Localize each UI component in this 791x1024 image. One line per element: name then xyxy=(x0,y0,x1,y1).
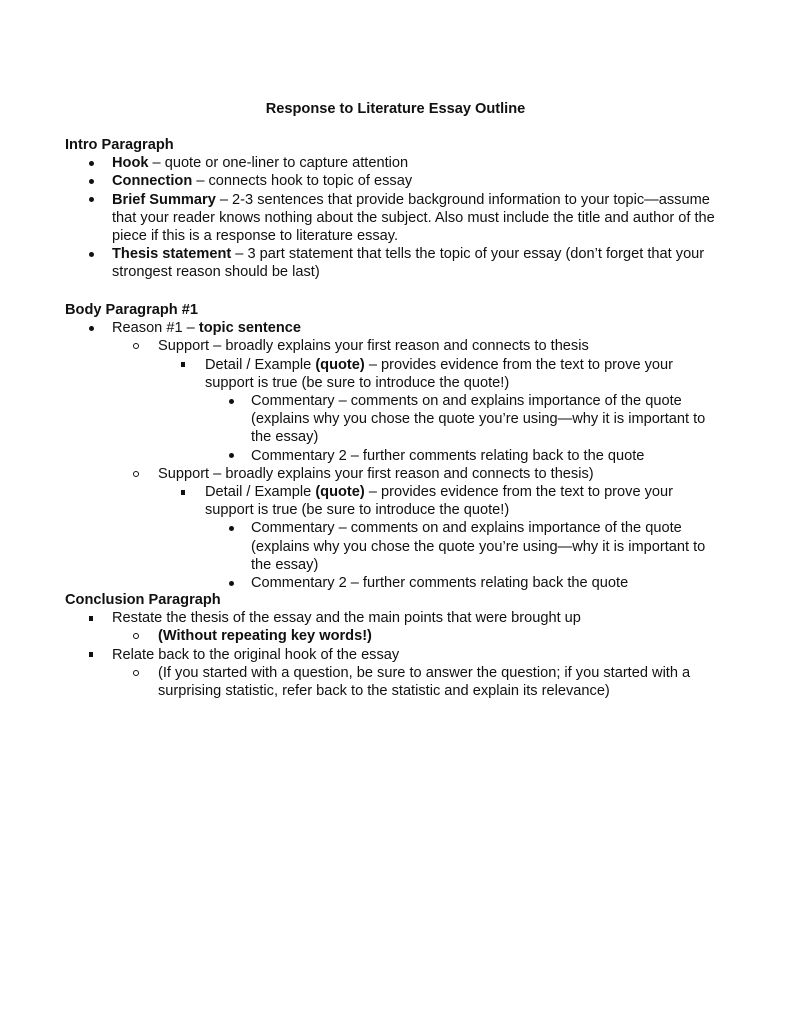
document-title: Response to Literature Essay Outline xyxy=(265,101,526,117)
intro-item-brief-summary: Brief Summary – 2-3 sentences that provide background information to your topic—assume that your reader knows nothing about the subject. Also must include the title and author of the piece if this is a response to literature essay. xyxy=(65,191,745,246)
body-support-2-detail: Detail / Example (quote) – provides evidence from the text to prove your support is true (be sure to introduce the quote!) xyxy=(65,483,745,519)
conclusion-item-restate: Restate the thesis of the essay and the main points that were brought up xyxy=(65,609,745,627)
intro-heading: Intro Paragraph xyxy=(65,137,174,153)
bullet-dot-icon xyxy=(225,392,237,410)
intro-item-hook: Hook – quote or one-liner to capture attention xyxy=(65,154,745,172)
intro-item-connection: Connection – connects hook to topic of essay xyxy=(65,172,745,190)
body-heading: Body Paragraph #1 xyxy=(65,302,199,318)
conclusion-item-restate-note: (Without repeating key words!) xyxy=(65,627,745,645)
body-support-1-detail: Detail / Example (quote) – provides evidence from the text to prove your support is true (be sure to introduce the quote!) xyxy=(65,356,745,392)
conclusion-item-relate-note: (If you started with a question, be sure to answer the question; if you started with a surprising statistic, refer back to the statistic and explain its relevance) xyxy=(65,664,745,700)
bullet-circle-icon xyxy=(130,465,142,483)
bullet-dot-icon xyxy=(225,519,237,537)
bullet-dot-icon xyxy=(85,245,97,263)
bullet-dot-icon xyxy=(225,574,237,592)
body-support-1-commentary: Commentary – comments on and explains importance of the quote (explains why you chose the quote you’re using—why it is important to the essay) xyxy=(65,392,745,447)
bullet-dot-icon xyxy=(85,154,97,172)
body-support-1: Support – broadly explains your first reason and connects to thesis xyxy=(65,337,745,355)
bullet-circle-icon xyxy=(130,627,142,645)
bullet-dot-icon xyxy=(85,191,97,209)
conclusion-heading: Conclusion Paragraph xyxy=(65,592,221,608)
body-support-2: Support – broadly explains your first reason and connects to thesis) xyxy=(65,465,745,483)
body-support-2-commentary: Commentary – comments on and explains importance of the quote (explains why you chose the quote you’re using—why it is important to the essay) xyxy=(65,519,745,574)
bullet-square-icon xyxy=(85,609,97,627)
conclusion-section xyxy=(65,591,745,700)
body-reason: Reason #1 – topic sentence xyxy=(65,319,745,337)
bullet-dot-icon xyxy=(85,172,97,190)
bullet-square-icon xyxy=(177,483,189,501)
body-support-2-commentary-2: Commentary 2 – further comments relating back the quote xyxy=(65,574,745,592)
conclusion-item-relate: Relate back to the original hook of the essay xyxy=(65,646,745,664)
bullet-dot-icon xyxy=(225,447,237,465)
intro-section xyxy=(65,136,745,282)
intro-item-thesis: Thesis statement – 3 part statement that tells the topic of your essay (don’t forget that your strongest reason should be last) xyxy=(65,245,745,281)
bullet-circle-icon xyxy=(130,664,142,682)
bullet-square-icon xyxy=(85,646,97,664)
bullet-dot-icon xyxy=(85,319,97,337)
body-section xyxy=(65,301,745,592)
body-support-1-commentary-2: Commentary 2 – further comments relating back to the quote xyxy=(65,447,745,465)
bullet-circle-icon xyxy=(130,337,142,355)
bullet-square-icon xyxy=(177,356,189,374)
